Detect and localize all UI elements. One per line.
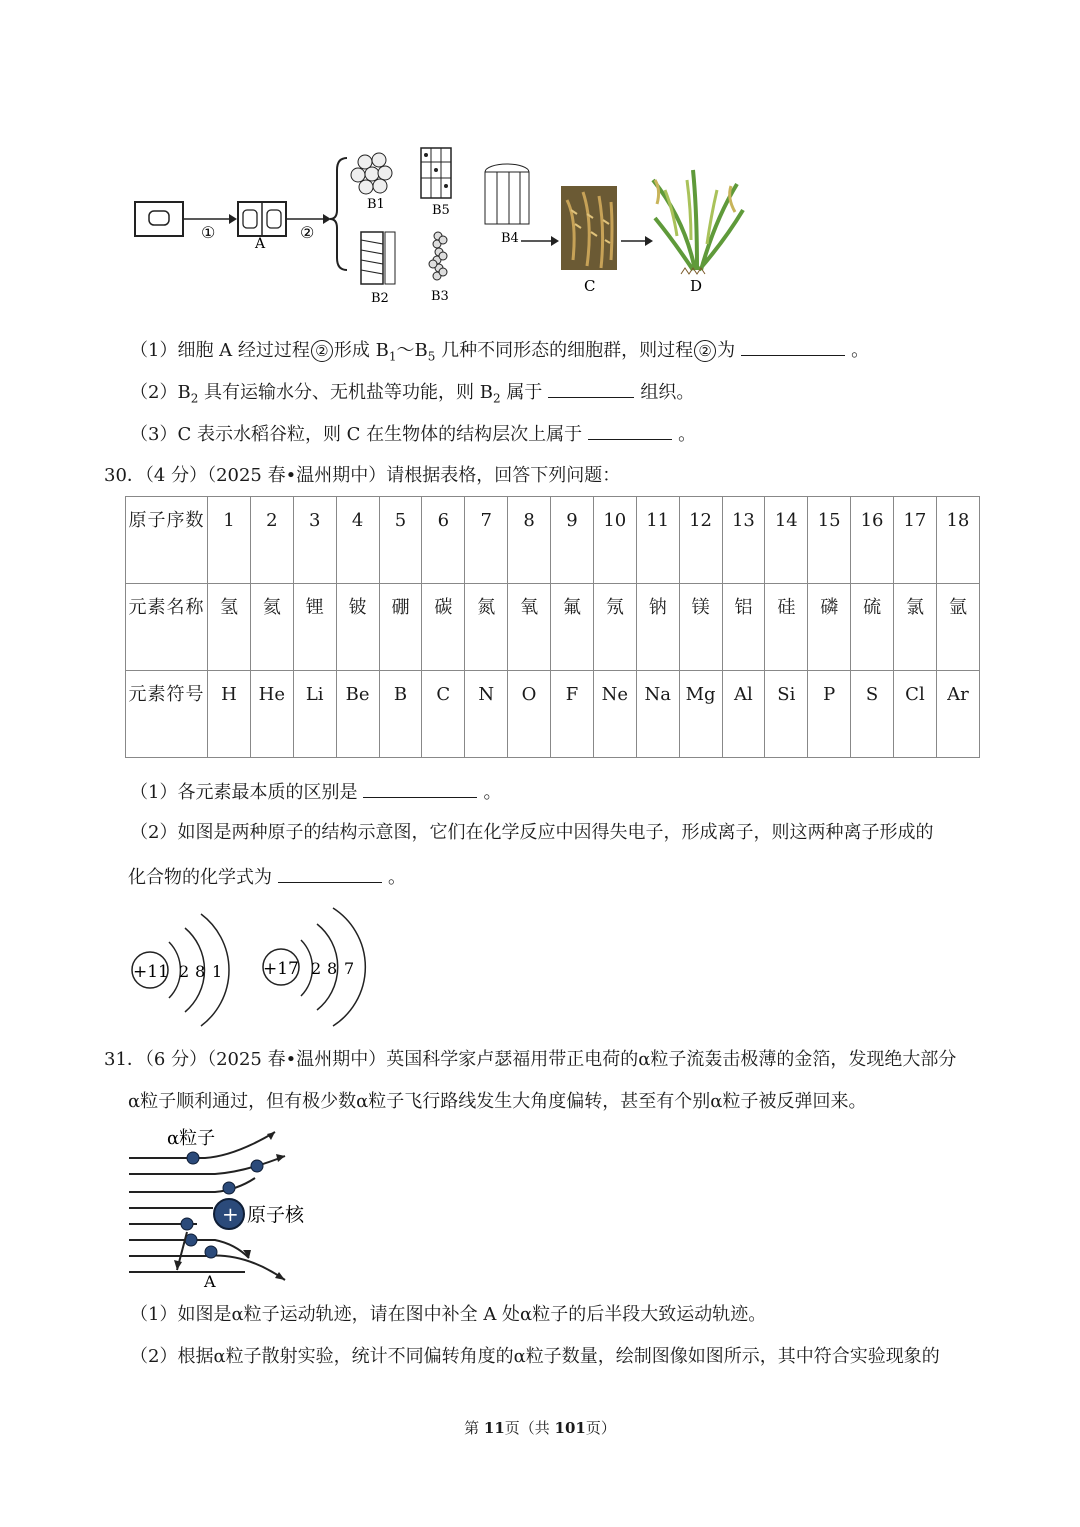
nucleus-plus-sign: + [222,1202,239,1226]
cell: 氢 [208,584,251,671]
cell: 铝 [722,584,765,671]
q31-title: 31．（6 分）（2025 春•温州期中）英国科学家卢瑟福用带正电荷的α粒子流轰击极薄的金箔，发现绝大部分 [104,1049,957,1070]
alpha-particle-label: α粒子 [167,1128,216,1149]
q30-sub1: （1）各元素最本质的区别是 。 [130,779,501,805]
cell: 氮 [465,584,508,671]
cell: 4 [336,497,379,584]
q30-sub2-line2: 化合物的化学式为 。 [128,864,406,890]
b5-tissue [421,148,451,198]
b2-tissue [361,232,395,284]
cell: H [208,671,251,758]
cell: 16 [851,497,894,584]
cell: Ne [593,671,636,758]
answer-blank[interactable] [588,421,672,440]
b2-label: B2 [371,291,389,306]
q29-sub3: （3）C 表示水稻谷粒，则 C 在生物体的结构层次上属于 。 [130,421,696,447]
periodic-table-excerpt [125,496,980,758]
cell: 1 [208,497,251,584]
cell: Al [722,671,765,758]
header-atomic-number: 原子序数 [126,497,208,584]
b1-label: B1 [367,197,385,212]
header-element-name: 元素名称 [126,584,208,671]
answer-blank[interactable] [278,864,382,883]
nucleus-label: 原子核 [247,1204,305,1226]
total-pages: 101 [554,1419,586,1437]
b3-label: B3 [431,289,449,304]
cell: F [551,671,594,758]
cell: P [808,671,851,758]
nucleus-label: +17 [263,959,299,979]
d-label: D [690,277,703,295]
cell: 锂 [293,584,336,671]
cell: 氩 [936,584,979,671]
cell: 氦 [250,584,293,671]
q29-sub2: $(2)B_2$ 具有运输水分、无机盐等功能，则 $B_2$ 属于 组织。 [130,379,694,411]
cell: 15 [808,497,851,584]
cell: 2 [250,497,293,584]
answer-blank[interactable] [741,337,845,356]
cell: 18 [936,497,979,584]
q31-title-line2: α粒子顺利通过，但有极少数α粒子飞行路线发生大角度偏转，甚至有个别α粒子被反弹回来。 [128,1091,867,1112]
sodium-atom [132,914,229,1026]
cell: 硅 [765,584,808,671]
cell: 3 [293,497,336,584]
answer-blank[interactable] [363,779,477,798]
b3-tissue [429,232,447,280]
row-element-name [126,584,980,671]
cell: 氧 [508,584,551,671]
cell: Be [336,671,379,758]
cell: 碳 [422,584,465,671]
cell: C [422,671,465,758]
cell: 铍 [336,584,379,671]
process-1-label: ① [201,223,216,242]
cell: 镁 [679,584,722,671]
cell: 10 [593,497,636,584]
alpha-scattering-figure [125,1122,325,1292]
b5-label: B5 [432,203,450,218]
q31-sub2: （2）根据α粒子散射实验，统计不同偏转角度的α粒子数量，绘制图像如图所示，其中符合实验现象的 [130,1346,940,1367]
cell: 磷 [808,584,851,671]
cell-a-label: A [255,236,266,252]
cell: 5 [379,497,422,584]
b1-tissue [351,153,392,194]
cell: 硼 [379,584,422,671]
row-element-symbol [126,671,980,758]
b4-organ-block [485,164,529,224]
cell: Mg [679,671,722,758]
cell-differentiation-figure [125,140,755,315]
q30-sub2-line1: （2）如图是两种原子的结构示意图，它们在化学反应中因得失电子，形成离子，则这两种离子形成的 [130,822,934,843]
cell: 13 [722,497,765,584]
cell: B [379,671,422,758]
q31-sub1: （1）如图是α粒子运动轨迹，请在图中补全 A 处α粒子的后半段大致运动轨迹。 [130,1304,767,1325]
page-footer: 第 11页（共 101页） [464,1419,616,1437]
cell: Si [765,671,808,758]
c-label: C [584,277,596,295]
shell-count: 8 [195,962,206,981]
cell: O [508,671,551,758]
cell: 6 [422,497,465,584]
cell: 12 [679,497,722,584]
cell: 11 [636,497,679,584]
page-number: 11 [483,1419,505,1437]
header-element-symbol: 元素符号 [126,671,208,758]
cell: Cl [894,671,937,758]
cell: He [250,671,293,758]
rice-grain-image [561,186,617,270]
shell-count: 8 [327,959,338,978]
cell: 14 [765,497,808,584]
b4-label: B4 [501,231,519,246]
cell: 氟 [551,584,594,671]
cell: 氯 [894,584,937,671]
shell-count: 2 [179,962,190,981]
row-atomic-number [126,497,980,584]
cell: 氖 [593,584,636,671]
answer-blank[interactable] [548,379,634,398]
cell: 17 [894,497,937,584]
atom-structure-diagrams [125,900,375,1035]
cell: 硫 [851,584,894,671]
cell: Na [636,671,679,758]
cell: S [851,671,894,758]
nucleus-label: +11 [133,962,169,982]
cell: N [465,671,508,758]
shell-count: 1 [212,962,223,981]
process-2-label: ② [300,223,315,242]
shell-count: 2 [311,959,322,978]
q29-sub1: （1）细胞 A 经过过程 ② 形成 $B_1\sim B_5$ 几种不同形态的细胞群，则过程 ② 为 。 [130,337,869,369]
q30-title: 30．（4 分）（2025 春•温州期中）请根据表格，回答下列问题： [104,465,621,486]
cell: 7 [465,497,508,584]
cell: Li [293,671,336,758]
rice-plant-image [653,170,743,274]
cell: 钠 [636,584,679,671]
cell: 8 [508,497,551,584]
a-label: A [204,1272,216,1291]
shell-count: 7 [344,959,355,978]
nucleus [214,1199,244,1229]
cell: Ar [936,671,979,758]
chlorine-atom [263,908,365,1026]
cell: 9 [551,497,594,584]
